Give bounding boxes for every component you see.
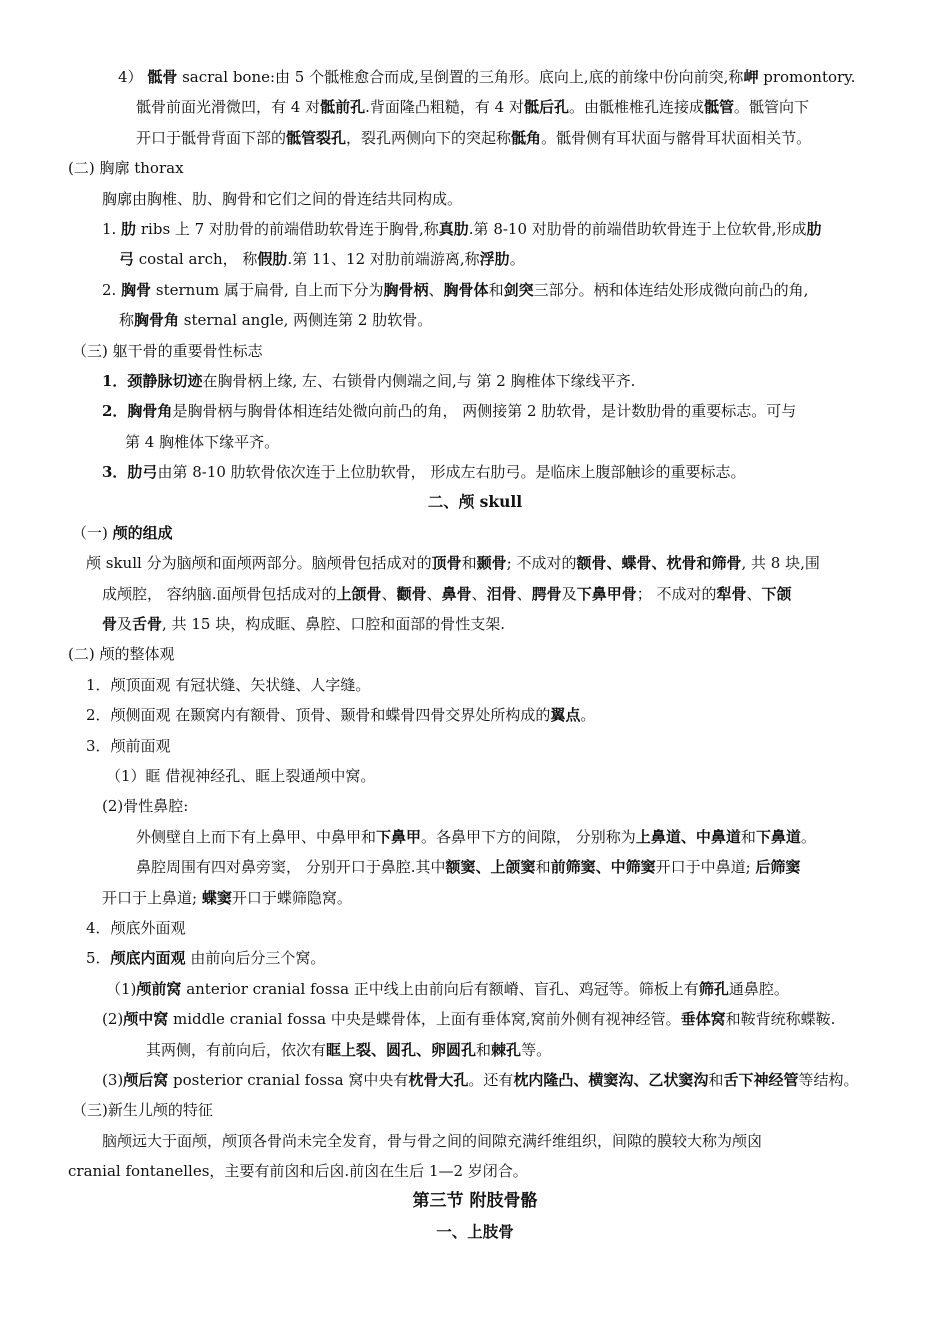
text-run: 骶骨前面光滑微凹，有 4 对 xyxy=(136,98,321,117)
text-run: sternum 属于扁骨, 自上而下分为 xyxy=(151,280,384,299)
bold-term: 枕内隆凸、横窦沟、乙状窦沟 xyxy=(513,1070,709,1089)
text-run: 在胸骨柄上缘, 左、右锁骨内侧端之间,与 第 2 胸椎体下缘线平齐. xyxy=(202,371,636,390)
text-run: (二) 胸廓 thorax xyxy=(68,159,184,178)
text-line xyxy=(0,518,950,548)
text-line xyxy=(0,639,950,669)
text-run: (3) xyxy=(102,1070,124,1089)
text-run: cranial fontanelles，主要有前囟和后囟.前囟在生后 1—2 岁闭合。 xyxy=(68,1162,528,1181)
text-line xyxy=(0,1156,950,1186)
text-run: 及 xyxy=(561,584,577,603)
text-line xyxy=(0,731,950,761)
bold-term: 上颌骨 xyxy=(336,584,382,603)
text-run: (2)骨性鼻腔: xyxy=(102,797,189,816)
bold-term: 骶前孔 xyxy=(320,98,366,117)
bold-term: 下鼻甲骨 xyxy=(576,584,637,603)
bold-term: 肋 xyxy=(806,219,822,238)
text-run: （三)新生儿颅的特征 xyxy=(72,1101,213,1120)
bold-term: 骶骨 xyxy=(147,68,178,86)
text-line xyxy=(0,761,950,791)
text-run: , 共 15 块，构成眶、鼻腔、口腔和面部的骨性支架. xyxy=(162,615,505,634)
text-run: anterior cranial fossa 正中线上由前向后有额嵴、盲孔、鸡冠等。筛板上有 xyxy=(181,979,699,998)
bold-term: 浮肋 xyxy=(479,250,510,269)
section-heading xyxy=(0,1217,950,1247)
bold-term: 肋 xyxy=(121,219,137,238)
text-run: 其两侧，有前向后，依次有 xyxy=(146,1040,327,1059)
text-run: 、 xyxy=(471,584,487,603)
text-run: 第三节 附肢骨骼 xyxy=(412,1191,538,1212)
bold-term: 上鼻道、中鼻道 xyxy=(635,827,741,846)
bold-term: 后筛窦 xyxy=(755,858,801,877)
bold-term: 岬 xyxy=(743,68,759,86)
text-run: 。 xyxy=(800,827,816,846)
text-run: 。还有 xyxy=(468,1070,514,1089)
text-line xyxy=(0,184,950,214)
bold-term: 1．颈静脉切迹 xyxy=(102,371,203,390)
bold-term: 胸骨角 xyxy=(134,311,180,330)
text-run: 3．颅前面观 xyxy=(86,736,171,755)
bold-term: 胸骨柄 xyxy=(383,280,429,299)
text-run: 开口于上鼻道; xyxy=(102,888,202,907)
text-run: 及 xyxy=(117,615,133,634)
text-run: middle cranial fossa 中央是蝶骨体，上面有垂体窝,窝前外侧有视神经管。 xyxy=(168,1010,681,1029)
text-run: ； 不成对的 xyxy=(636,584,717,603)
bold-term: 假肋 xyxy=(257,250,288,269)
text-run: 鼻腔周围有四对鼻旁窦， 分别开口于鼻腔.其中 xyxy=(136,858,446,877)
text-run: 。骶管向下 xyxy=(734,98,810,117)
text-run: 4．颅底外面观 xyxy=(86,918,186,937)
bold-term: 骶管 xyxy=(704,98,735,117)
text-line xyxy=(0,609,950,639)
bold-term: 胸骨 xyxy=(121,280,152,299)
bold-term: 鼻骨 xyxy=(441,584,472,603)
text-line xyxy=(0,1126,950,1156)
text-run: （一) xyxy=(72,523,113,542)
text-run: (2) xyxy=(102,1010,124,1029)
bold-term: 下鼻道 xyxy=(755,827,801,846)
bold-term: 颞骨 xyxy=(476,554,507,573)
text-run: （1) xyxy=(106,979,137,998)
bold-term: 弓 xyxy=(119,250,135,269)
bold-term: 下鼻甲 xyxy=(376,827,422,846)
text-run: 、 xyxy=(428,280,444,299)
text-run: ribs 上 7 对肋骨的前端借助软骨连于胸骨,称 xyxy=(136,219,439,238)
text-run: 开口于骶骨背面下部的 xyxy=(136,128,287,147)
text-line xyxy=(0,244,950,274)
text-run: 胸廓由胸椎、肋、胸骨和它们之间的骨连结共同构成。 xyxy=(102,189,463,208)
section-heading xyxy=(0,487,950,517)
bold-term: 剑突 xyxy=(503,280,534,299)
text-line xyxy=(0,548,950,578)
bold-term: 枕骨大孔 xyxy=(408,1070,469,1089)
bold-term: 颧骨 xyxy=(396,584,427,603)
text-run: 等结构。 xyxy=(798,1070,859,1089)
text-line xyxy=(0,883,950,913)
text-run: 、 xyxy=(746,584,762,603)
text-run: (二) 颅的整体观 xyxy=(68,645,175,664)
text-run: 由第 8-10 肋软骨依次连于上位肋软骨， 形成左右肋弓。是临床上腹部触诊的重要标志。 xyxy=(157,463,746,482)
text-run: 是胸骨柄与胸骨体相连结处微向前凸的角， 两侧接第 2 肋软骨，是计数肋骨的重要标志。可与 xyxy=(172,402,797,421)
text-run: sternal angle, 两侧连第 2 肋软骨。 xyxy=(179,311,433,330)
text-run: .第 11、12 对肋前端游离,称 xyxy=(287,250,480,269)
text-run: 和鞍背统称蝶鞍. xyxy=(725,1010,836,1029)
text-run: 由前向后分三个窝。 xyxy=(185,949,326,968)
text-run: 第 4 胸椎体下缘平齐。 xyxy=(125,432,280,451)
text-line xyxy=(0,427,950,457)
text-line xyxy=(0,366,950,396)
text-run: posterior cranial fossa 窝中央有 xyxy=(168,1070,409,1089)
text-run: 一、上肢骨 xyxy=(436,1221,514,1241)
bold-term: 额骨、蝶骨、枕骨和筛骨 xyxy=(576,554,742,573)
text-run: promontory. xyxy=(758,68,856,86)
text-run: ; 不成对的 xyxy=(506,554,577,573)
text-run: 成颅腔， 容纳脑.面颅骨包括成对的 xyxy=(102,584,337,603)
text-run: , 共 8 块,围 xyxy=(741,554,820,573)
bold-term: 骨 xyxy=(102,615,118,634)
bold-term: 胸骨体 xyxy=(443,280,489,299)
text-run: 2. xyxy=(102,280,122,299)
text-run: 和 xyxy=(740,827,756,846)
text-run: 。各鼻甲下方的间隙， 分别称为 xyxy=(421,827,636,846)
bold-term: 真肋 xyxy=(438,219,469,238)
text-run: 、 xyxy=(381,584,397,603)
bold-term: 舌下神经管 xyxy=(723,1070,799,1089)
text-line xyxy=(0,1065,950,1095)
text-run: 称 xyxy=(119,311,135,330)
text-run: 三部分。柄和体连结处形成微向前凸的角, xyxy=(533,280,809,299)
text-run: sacral bone:由 5 个骶椎愈合而成,呈倒置的三角形。底向上,底的前缘中份向前突,称 xyxy=(177,68,744,86)
text-run: 和 xyxy=(476,1040,492,1059)
bold-term: 颅底内面观 xyxy=(110,949,186,968)
text-line xyxy=(0,822,950,852)
text-run: 外侧壁自上而下有上鼻甲、中鼻甲和 xyxy=(136,827,377,846)
text-run: 。骶骨侧有耳状面与髂骨耳状面相关节。 xyxy=(541,128,812,147)
text-run: 颅 skull 分为脑颅和面颅两部分。脑颅骨包括成对的 xyxy=(86,554,432,573)
text-line xyxy=(0,700,950,730)
text-line xyxy=(0,1095,950,1125)
text-line xyxy=(0,852,950,882)
text-line xyxy=(0,275,950,305)
bold-term: 额窦、上颌窦 xyxy=(445,858,536,877)
text-line xyxy=(0,943,950,973)
text-run: 和 xyxy=(535,858,551,877)
text-run: ，裂孔两侧向下的突起称 xyxy=(346,128,512,147)
bold-term: 眶上裂、圆孔、卵圆孔 xyxy=(326,1040,477,1059)
text-run: 脑颅远大于面颅，颅顶各骨尚未完全发育，骨与骨之间的间隙充满纤维组织，间隙的膜较大称为颅囟 xyxy=(102,1131,763,1150)
text-line xyxy=(0,336,950,366)
document-page xyxy=(0,62,950,1247)
text-run: 二、颅 skull xyxy=(427,492,523,512)
text-run: 4） xyxy=(118,68,148,86)
bold-term: 2．胸骨角 xyxy=(102,402,173,421)
text-line xyxy=(0,305,950,335)
text-line xyxy=(0,670,950,700)
text-run: 。 xyxy=(509,250,525,269)
section-heading xyxy=(0,1186,950,1216)
bold-term: 犁骨 xyxy=(716,584,747,603)
text-line xyxy=(0,92,950,122)
text-run: 和 xyxy=(461,554,477,573)
text-run: 1. xyxy=(102,219,122,238)
text-line xyxy=(0,123,950,153)
bold-term: 3．肋弓 xyxy=(102,463,158,482)
text-line xyxy=(0,457,950,487)
text-line xyxy=(0,791,950,821)
text-line xyxy=(0,62,950,92)
text-run: 开口于蝶筛隐窝。 xyxy=(231,888,352,907)
text-run: costal arch， 称 xyxy=(134,250,258,269)
text-line xyxy=(0,396,950,426)
text-line xyxy=(0,974,950,1004)
text-run: （三) 躯干骨的重要骨性标志 xyxy=(72,341,263,360)
bold-term: 筛孔 xyxy=(698,979,729,998)
text-run: .第 8-10 对肋骨的前端借助软骨连于上位软骨,形成 xyxy=(468,219,807,238)
text-run: .背面隆凸粗糙，有 4 对 xyxy=(365,98,524,117)
bold-term: 泪骨 xyxy=(486,584,517,603)
bold-term: 舌骨 xyxy=(132,615,163,634)
text-run: 。 xyxy=(580,706,596,725)
text-line xyxy=(0,913,950,943)
text-run: 、 xyxy=(426,584,442,603)
bold-term: 蝶窦 xyxy=(201,888,232,907)
bold-term: 颅后窝 xyxy=(123,1070,169,1089)
text-run: 、 xyxy=(516,584,532,603)
bold-term: 垂体窝 xyxy=(680,1010,726,1029)
bold-term: 骶后孔 xyxy=(523,98,569,117)
text-run: 1．颅顶面观 有冠状缝、矢状缝、人字缝。 xyxy=(86,675,371,694)
bold-term: 骶管裂孔 xyxy=(286,128,347,147)
text-line xyxy=(0,1004,950,1034)
text-line xyxy=(0,579,950,609)
text-run: 。由骶椎椎孔连接成 xyxy=(568,98,704,117)
text-run: 开口于中鼻道; xyxy=(655,858,756,877)
bold-term: 颅前窝 xyxy=(136,979,182,998)
bold-term: 骶角 xyxy=(511,128,542,147)
bold-term: 颅的组成 xyxy=(112,523,173,542)
bold-term: 顶骨 xyxy=(431,554,462,573)
text-run: 2．颅侧面观 在颞窝内有额骨、顶骨、颞骨和蝶骨四骨交界处所构成的 xyxy=(86,706,551,725)
bold-term: 颅中窝 xyxy=(123,1010,169,1029)
text-line xyxy=(0,214,950,244)
text-run: （1）眶 借视神经孔、眶上裂通颅中窝。 xyxy=(106,766,376,785)
bold-term: 翼点 xyxy=(550,706,581,725)
bold-term: 下颌 xyxy=(761,584,792,603)
text-line xyxy=(0,153,950,183)
text-run: 和 xyxy=(488,280,504,299)
text-run: 5． xyxy=(86,949,111,968)
text-line xyxy=(0,1035,950,1065)
bold-term: 腭骨 xyxy=(531,584,562,603)
text-run: 和 xyxy=(708,1070,724,1089)
text-run: 等。 xyxy=(521,1040,552,1059)
bold-term: 棘孔 xyxy=(491,1040,522,1059)
text-run: 通鼻腔。 xyxy=(728,979,789,998)
bold-term: 前筛窦、中筛窦 xyxy=(550,858,656,877)
